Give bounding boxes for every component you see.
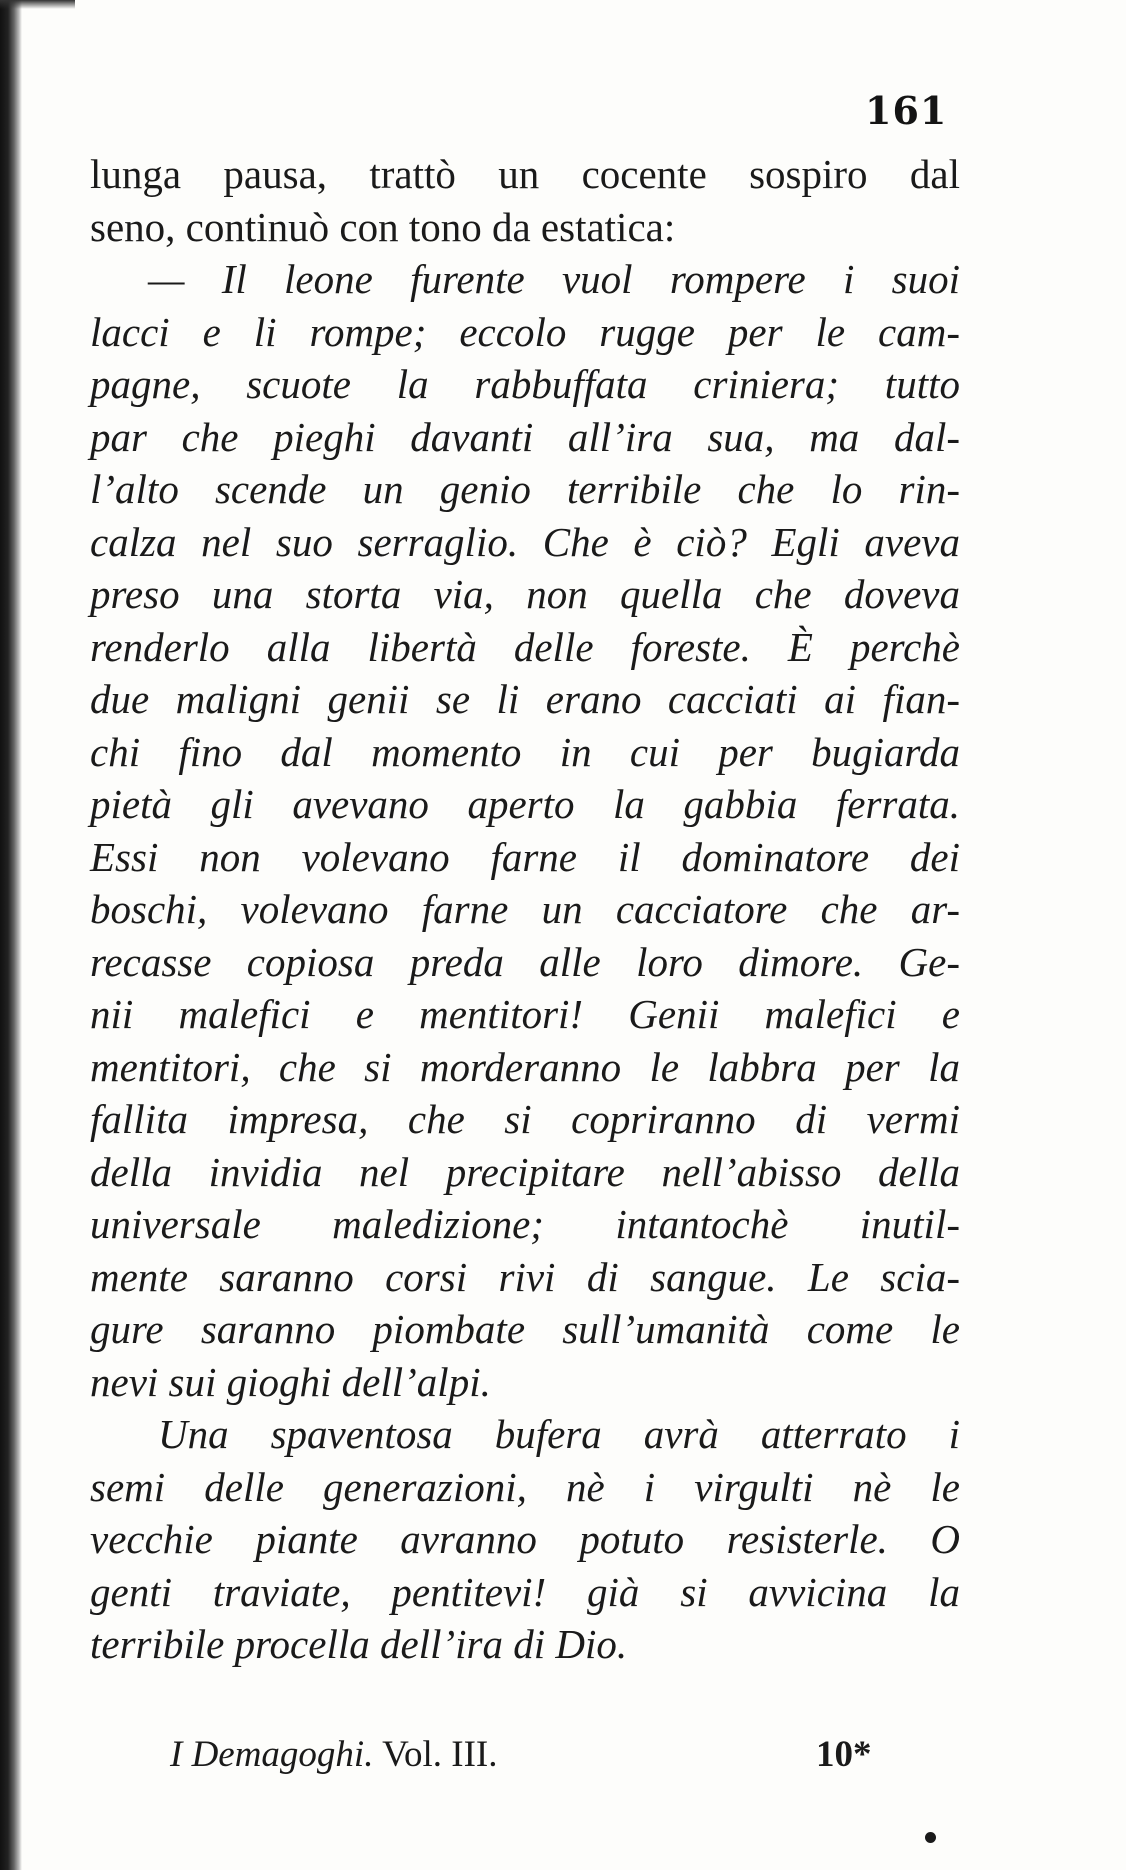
text-line: — Il leone furente vuol rompere i suoi (148, 256, 960, 302)
text-line: preso una storta via, non quella che doveva (90, 571, 960, 617)
text-line: l’alto scende un genio terribile che lo rin- (90, 466, 960, 512)
volume-number: Vol. III. (382, 1734, 498, 1775)
text-line: Una spaventosa bufera avrà atterrato i (158, 1411, 960, 1457)
text-line: par che pieghi davanti all’ira sua, ma dal- (90, 413, 960, 460)
text-line: mentitori, che si morderanno le labbra per la (90, 1043, 960, 1090)
text-line: vecchie piante avranno potuto resisterle. O (90, 1516, 960, 1562)
text-line: recasse copiosa preda alle loro dimore. Ge- (90, 938, 960, 985)
book-title: I Demagoghi. (170, 1734, 374, 1775)
text-line: pietà gli avevano aperto la gabbia ferrata. (90, 781, 960, 827)
signature-mark: 10* (816, 1734, 872, 1775)
text-line: Essi non volevano farne il dominatore dei (90, 833, 960, 880)
text-line: calza nel suo serraglio. Che è ciò? Egli aveva (90, 518, 960, 565)
text-line: boschi, volevano farne un cacciatore che ar- (90, 886, 960, 932)
text-line: gure saranno piombate sull’umanità come le (90, 1306, 960, 1352)
page-number: 161 (865, 88, 948, 133)
text-line: mente saranno corsi rivi di sangue. Le scia- (90, 1253, 960, 1300)
text-line: due maligni genii se li erano cacciati ai fian- (90, 676, 960, 722)
text-line: pagne, scuote la rabbuffata criniera; tutto (90, 361, 960, 407)
text-line: nii malefici e mentitori! Genii malefici e (90, 991, 960, 1037)
body-text (90, 148, 960, 1671)
text-line: genti traviate, pentitevi! già si avvicina la (90, 1568, 960, 1615)
text-line: fallita impresa, che si copriranno di vermi (90, 1096, 960, 1142)
text-line: nevi sui gioghi dell’alpi. (90, 1358, 491, 1405)
text-line: semi delle generazioni, nè i virgulti nè le (90, 1463, 960, 1510)
text-line: terribile procella dell’ira di Dio. (90, 1621, 628, 1667)
binding-shadow (0, 0, 22, 1870)
text-line: lunga pausa, trattò un cocente sospiro dal (90, 151, 960, 197)
text-line: universale maledizione; intantochè inutil- (90, 1201, 960, 1247)
text-line: chi fino dal momento in cui per bugiarda (90, 728, 960, 775)
ink-dot (925, 1832, 936, 1843)
text-line: lacci e li rompe; eccolo rugge per le cam- (90, 308, 960, 355)
text-line: seno, continuò con tono da estatica: (90, 203, 676, 250)
text-line: renderlo alla libertà delle foreste. È perchè (90, 623, 960, 670)
text-line: della invidia nel precipitare nell’abisso della (90, 1148, 960, 1195)
corner-shadow (0, 0, 75, 9)
page-footer (170, 1733, 870, 1776)
